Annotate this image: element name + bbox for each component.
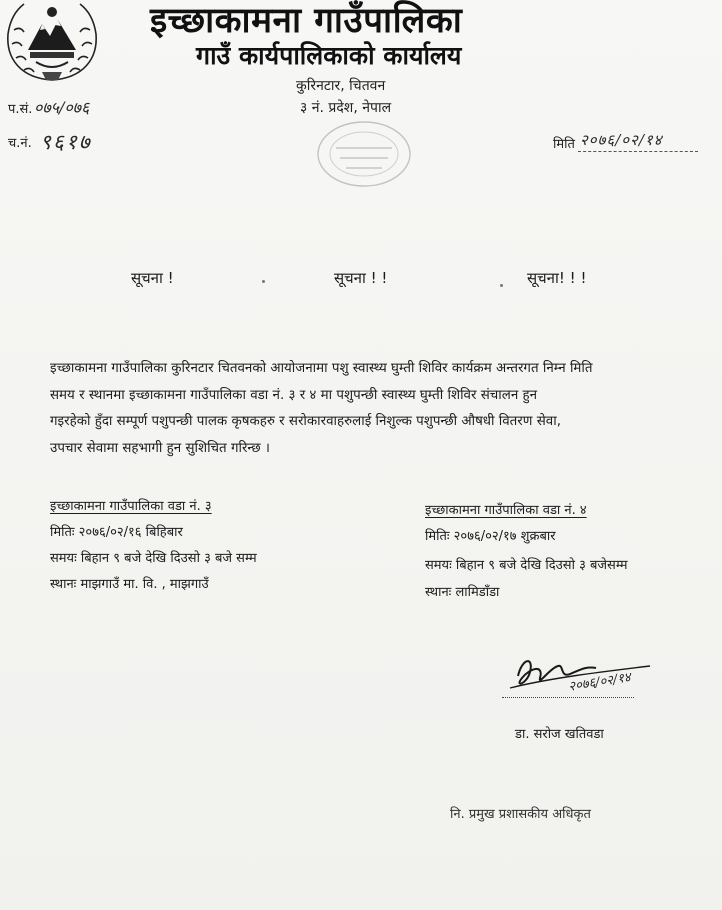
speck xyxy=(500,284,503,287)
body-line: गइरहेको हुँदा सम्पूर्ण पशुपन्छी पालक कृषकहरु र सरोकारवाहरुलाई निशुल्क पशुपन्छी औषधी वितरण सेवा, xyxy=(50,414,561,429)
ward-4-date: मितिः २०७६/०२/१७ शुक्रबार xyxy=(425,529,556,544)
signer-name: डा. सरोज खतिवडा xyxy=(515,727,604,742)
date-value: २०७६/०२/१४ xyxy=(580,131,663,149)
speck xyxy=(262,280,265,283)
ward-3-place: स्थानः माझगाउँ मा. वि. , माझगाउँ xyxy=(50,577,209,592)
ward-3-time: समयः बिहान ९ बजे देखि दिउसो ३ बजे सम्म xyxy=(50,551,257,566)
ward-4-time: समयः बिहान ९ बजे देखि दिउसो ३ बजेसम्म xyxy=(425,558,628,573)
ward-3-date: मितिः २०७६/०२/१६ बिहिबार xyxy=(50,525,183,540)
ward-3-title: इच्छाकामना गाउँपालिका वडा नं. ३ xyxy=(50,499,212,514)
body-line: इच्छाकामना गाउँपालिका कुरिनटार चितवनको आयोजनामा पशु स्वास्थ्य घुम्ती शिविर कार्यक्रम अन्तरगत निम्न मिति xyxy=(50,361,593,376)
ref-value: ०७५/०७६ xyxy=(34,98,90,117)
body-line: समय र स्थानमा इच्छाकामना गाउँपालिका वडा नं. ३ र ४ मा पशुपन्छी स्वास्थ्य घुम्ती शिविर संचालन हुन xyxy=(50,387,538,403)
chalani-label: च.नं. xyxy=(8,136,32,151)
signature-date: २०७६/०२/१४ xyxy=(567,670,632,695)
office-name: गाउँ कार्यपालिकाको कार्यालय xyxy=(196,41,462,70)
signer-designation: नि. प्रमुख प्रशासकीय अधिकृत xyxy=(450,807,591,822)
notice-heading-1: सूचना ! xyxy=(131,269,174,287)
chalani-value: ९६१७ xyxy=(40,130,92,154)
emblem-icon xyxy=(2,0,102,86)
signature-line xyxy=(502,697,634,698)
date-underline xyxy=(578,151,698,152)
ward-4-title: इच्छाकामना गाउँपालिका वडा नं. ४ xyxy=(425,503,587,518)
notice-body xyxy=(50,356,715,462)
date-label: मिति xyxy=(553,137,575,152)
ward-4-place: स्थानः लामिडाँडा xyxy=(425,585,500,600)
ref-label: प.सं. xyxy=(8,102,33,117)
notice-heading-3: सूचना! ! ! xyxy=(527,269,587,287)
address-line-1: कुरिनटार, चितवन xyxy=(296,78,386,94)
notice-heading-2: सूचना ! ! xyxy=(334,269,388,287)
address-line-2: ३ नं. प्रदेश, नेपाल xyxy=(300,100,392,116)
office-stamp-icon xyxy=(314,118,414,190)
body-line: उपचार सेवामा सहभागी हुन सुशिचित गरिन्छ । xyxy=(50,440,270,456)
org-name: इच्छाकामना गाउँपालिका xyxy=(150,1,463,41)
